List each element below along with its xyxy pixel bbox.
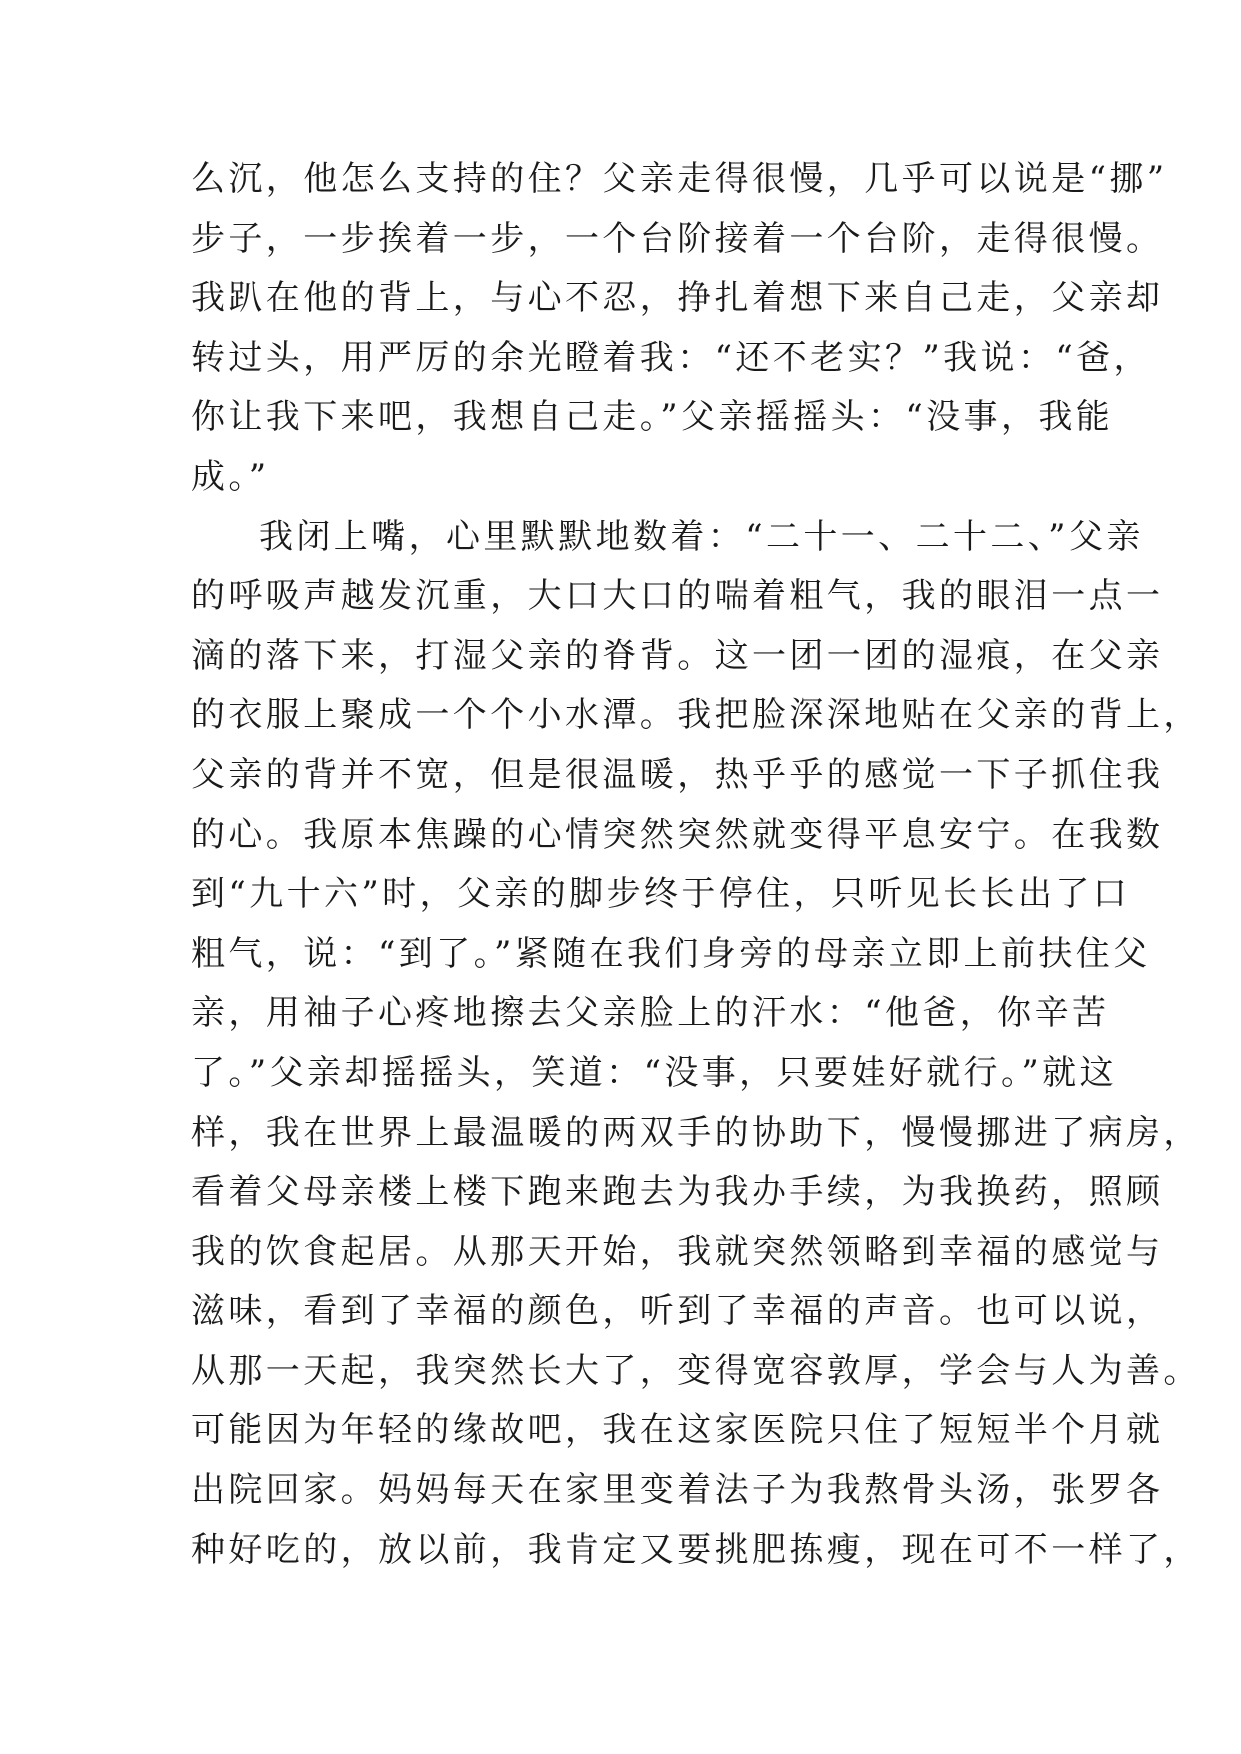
text-line: 步子，一步挨着一步，一个台阶接着一个台阶，走得很慢。 [191, 218, 1164, 259]
text-line: 么沉，他怎么支持的住？父亲走得很慢，几乎可以说是“挪” [191, 159, 1168, 199]
text-line: 亲，用袖子心疼地擦去父亲脸上的汗水：“他爸，你辛苦 [191, 993, 1110, 1034]
text-line: 到“九十六”时，父亲的脚步终于停住，只听见长长出了口 [191, 874, 1131, 915]
text-line: 转过头，用严厉的余光瞪着我：“还不老实？”我说：“爸， [191, 337, 1151, 378]
text-line: 我趴在他的背上，与心不忍，挣扎着想下来自己走，父亲却 [191, 278, 1164, 319]
text-line: 你让我下来吧，我想自己走。”父亲摇摇头：“没事，我能 [191, 397, 1114, 438]
text-line: 父亲的背并不宽，但是很温暖，热乎乎的感觉一下子抓住我 [191, 754, 1164, 795]
body-text [191, 150, 1201, 1580]
text-line: 滋味，看到了幸福的颜色，听到了幸福的声音。也可以说， [191, 1291, 1164, 1332]
text-line: 种好吃的，放以前，我肯定又要挑肥拣瘦，现在可不一样了， [191, 1529, 1201, 1570]
text-line: 看着父母亲楼上楼下跑来跑去为我办手续，为我换药，照顾 [191, 1172, 1164, 1213]
text-line: 我的饮食起居。从那天开始，我就突然领略到幸福的感觉与 [191, 1231, 1164, 1272]
text-line: 的衣服上聚成一个个小水潭。我把脸深深地贴在父亲的背上， [191, 695, 1201, 736]
text-line: 成。” [191, 456, 270, 497]
text-line: 了。”父亲却摇摇头，笑道：“没事，只要娃好就行。”就这 [191, 1052, 1117, 1093]
text-line: 滴的落下来，打湿父亲的脊背。这一团一团的湿痕，在父亲 [191, 635, 1164, 676]
text-line: 的心。我原本焦躁的心情突然突然就变得平息安宁。在我数 [191, 814, 1164, 855]
text-line: 的呼吸声越发沉重，大口大口的喘着粗气，我的眼泪一点一 [191, 576, 1164, 617]
text-line: 出院回家。妈妈每天在家里变着法子为我熬骨头汤，张罗各 [191, 1470, 1164, 1511]
paragraph-start-line: 我闭上嘴，心里默默地数着：“二十一、二十二、”父亲 [259, 516, 1144, 557]
text-line: 粗气，说：“到了。”紧随在我们身旁的母亲立即上前扶住父 [191, 933, 1151, 974]
text-line: 样，我在世界上最温暖的两双手的协助下，慢慢挪进了病房， [191, 1112, 1201, 1153]
text-line: 从那一天起，我突然长大了，变得宽容敦厚，学会与人为善。 [191, 1350, 1201, 1391]
text-line: 可能因为年轻的缘故吧，我在这家医院只住了短短半个月就 [191, 1410, 1164, 1451]
